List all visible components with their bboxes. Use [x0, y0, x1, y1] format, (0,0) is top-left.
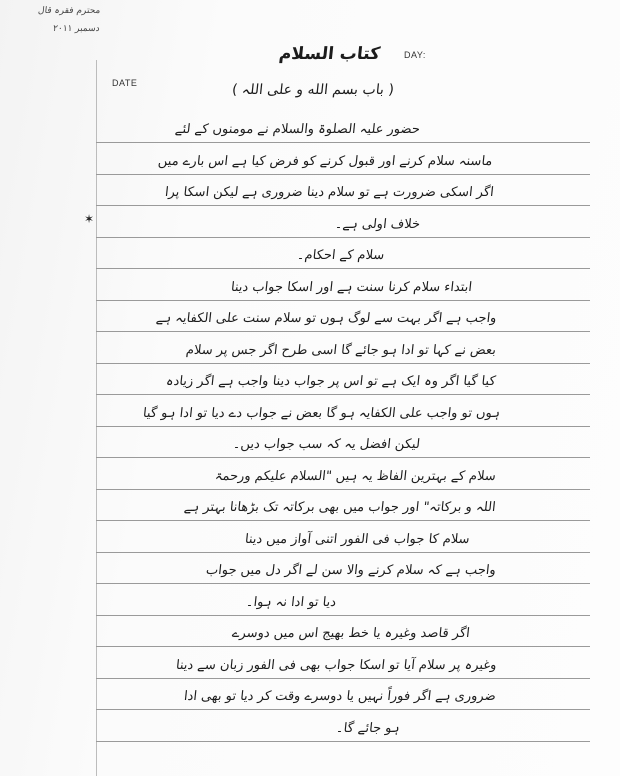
ruled-line — [96, 394, 590, 395]
text-line: سلام کا جواب فی الفور اتنی آواز میں دینا — [244, 531, 471, 547]
text-line: خلاف اولی ہے۔ — [334, 216, 421, 232]
text-line: واجب ہے کہ سلام کرنے والا سن لے اگر دل میں جواب — [205, 563, 497, 578]
ruled-line — [96, 709, 590, 710]
ruled-line — [96, 331, 590, 332]
corner-note-date: دسمبر ۲۰۱۱ — [52, 24, 101, 34]
ruled-line — [96, 268, 590, 269]
ruled-line — [96, 583, 590, 584]
ruled-line — [96, 237, 590, 238]
ruled-line — [96, 457, 590, 458]
text-line: ماسنہ سلام کرنے اور قبول کرنے کو فرض کیا ہے اس بارے میں — [156, 153, 493, 169]
text-line: لیکن افضل یہ کہ سب جواب دیں۔ — [232, 437, 421, 452]
ruled-line — [96, 363, 590, 364]
star-mark: ✶ — [84, 212, 95, 226]
ruled-line — [96, 646, 590, 647]
text-line: حضور علیہ الصلوۃ والسلام نے مومنوں کے لئے — [174, 122, 421, 137]
text-line: اگر قاصد وغیرہ یا خط بھیج اس میں دوسرے — [231, 626, 471, 641]
ruled-line — [96, 174, 590, 175]
ruled-line — [96, 520, 590, 521]
page-subtitle: ( باب بسم الله و علی اللہ ) — [231, 82, 395, 98]
text-line: واجب ہے اگر بہت سے لوگ ہوں تو سلام سنت علی الکفایہ ہے — [154, 311, 497, 326]
ruled-line — [96, 615, 590, 616]
ruled-line — [96, 741, 590, 742]
ruled-line — [96, 552, 590, 553]
text-line: ضروری ہے اگر فوراً نہیں یا دوسرے وقت کر دیا تو بھی ادا — [183, 689, 497, 704]
page-title: کتاب السلام — [277, 44, 382, 64]
ruled-line — [96, 300, 590, 301]
text-line: سلام کے بہترین الفاظ یہ ہیں "السلام علیکم ورحمۃ — [214, 468, 497, 484]
text-line: دیا تو ادا نہ ہوا۔ — [245, 594, 337, 610]
text-line: وغیرہ پر سلام آیا تو اسکا جواب بھی فی الفور زبان سے دینا — [174, 657, 497, 673]
text-line: اگر اسکی ضرورت ہے تو سلام دینا ضروری ہے لیکن اسکا پرا — [164, 185, 495, 200]
day-label: DAY: — [404, 50, 426, 60]
text-line: سلام کے احکام۔ — [295, 248, 385, 263]
text-line: کیا گیا اگر وہ ایک ہے تو اس پر جواب دینا واجب ہے اگر زیادہ — [165, 374, 497, 389]
ruled-line — [96, 205, 590, 206]
text-line: ہو جائے گا۔ — [335, 720, 401, 736]
text-line: بعض نے کہا تو ادا ہو جائے گا اسی طرح اگر جس پر سلام — [185, 342, 497, 358]
corner-note: محترم فقرہ قال — [37, 6, 101, 16]
ruled-line — [96, 426, 590, 427]
date-label: DATE — [112, 78, 138, 88]
text-line: ہوں تو واجب علی الکفایہ ہو گا بعض نے جواب دے دیا تو ادا ہو گیا — [142, 405, 501, 421]
text-line: اللہ و برکاتہ" اور جواب میں بھی برکاتہ تک بڑھانا بہتر ہے — [183, 500, 497, 515]
margin-line — [96, 60, 97, 776]
text-line: ابتداء سلام کرنا سنت ہے اور اسکا جواب دینا — [230, 279, 473, 295]
ruled-line — [96, 142, 590, 143]
ruled-line — [96, 489, 590, 490]
ruled-line — [96, 678, 590, 679]
